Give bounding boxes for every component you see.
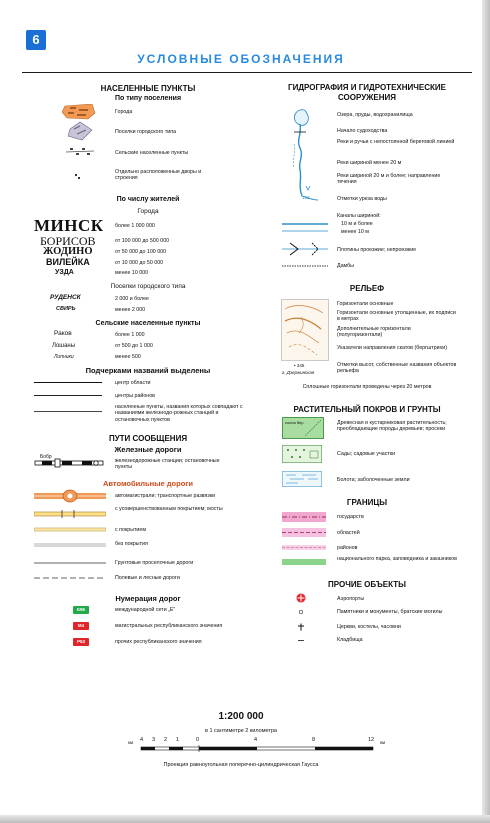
village-desc-0: более 1 000 [115,332,145,338]
city-sample-zhodino: ЖОДИНО [43,246,93,257]
road-desc-1: с усовершенствованным покрытием; мосты [115,506,223,512]
clearing-icon [305,420,321,436]
border-desc-2: районов [337,545,358,551]
road-desc-2: с покрытием [115,527,146,533]
type-city-label: Города [115,109,133,115]
district-border-icon [282,544,326,551]
dirt-road-symbol-icon [34,561,106,565]
page-shadow-bottom [0,815,490,823]
state-border-icon [282,512,326,522]
hydro-desc-2: Реки и ручьи с непостоянной береговой линией [337,139,455,145]
underline-header: Подчерками названий выделены [85,366,211,375]
page-shadow-right [482,0,490,823]
title-rule [22,72,472,73]
scale-bar [140,745,376,753]
other-header: ПРОЧИЕ ОБЪЕКТЫ [328,580,406,589]
border-desc-1: областей [337,530,360,536]
swamp-symbol-icon [282,471,322,487]
hydro-desc-4: Реки шириной 20 м и более; направление течения [337,173,441,186]
field-road-symbol-icon [34,576,106,580]
scale-tick-12: 12 [368,737,375,743]
underline-station-line [34,411,102,412]
city-sample-minsk: МИНСК [34,216,104,235]
rail-desc: железнодорожные станции; остановочные пункты [115,458,220,471]
canals-label: Каналы шириной: [337,213,381,219]
city-desc-2: от 50 000 до 100 000 [115,249,167,255]
underline-district-line [34,395,102,396]
underline-desc-1: центры районов [115,393,155,399]
water-level-sample: 153 [302,195,310,200]
yard-symbol-icon [74,173,82,181]
cities-subheader: Города [137,208,159,215]
village-desc-2: менее 500 [115,354,141,360]
scale-description: в 1 сантиметре 2 километра [205,728,277,734]
borders-header: ГРАНИЦЫ [346,498,388,507]
other-desc-2: Церкви, костелы, часовни [337,624,401,630]
scale-unit-right: км [380,740,386,745]
vegetation-header: РАСТИТЕЛЬНЫЙ ПОКРОВ И ГРУНТЫ [293,405,441,414]
village-sample-loshany: Лошаны [52,343,76,349]
region-border-icon [282,528,326,537]
by-type-header: По типу поселения [114,95,182,102]
settlements-header: НАСЕЛЕННЫЕ ПУНКТЫ [100,84,196,93]
numbering-desc-0: международной сети „Е" [115,607,176,613]
city-desc-3: от 10 000 до 50 000 [115,260,164,266]
border-desc-0: государств [337,514,364,520]
relief-note: Сплошные горизонтали проведены через 20 метров [302,384,432,390]
city-desc-1: от 100 000 до 500 000 [115,238,170,244]
levees-label: Дамбы [337,263,354,269]
numbering-desc-2: прочих республиканского значения [115,639,202,645]
garden-symbol-icon [282,445,322,463]
road-desc-4: Грунтовые проселочные дороги [115,560,194,566]
unpaved-road-symbol-icon [34,542,106,548]
villages-subheader: Сельские населенные пункты [95,320,201,327]
rail-sample-label: Бобр [40,454,52,460]
by-population-header: По числу жителей [116,196,180,203]
canal-desc-0: 10 м и более [341,221,373,227]
city-sample-borisov: БОРИСОВ [40,234,96,248]
height-mark-sample: • 345 [294,363,305,368]
cemetery-icon [297,638,305,643]
city-sample-vileyka: ВИЛЕЙКА [46,257,90,267]
motorway-symbol-icon [34,489,106,503]
towns-subheader: Поселки городского типа [110,283,186,290]
relief-contour-icon [281,299,329,361]
other-desc-0: Аэропорты [337,596,365,602]
relief-desc-3: Указатели направления скатов (бергштрихи) [337,345,447,351]
forest-symbol-icon [282,417,324,439]
underline-desc-0: центр области [115,380,151,386]
hydro-desc-3: Реки шириной менее 20 м [337,160,402,166]
road-desc-0: автомагистрали; транспортные развязки [115,493,216,499]
city-desc-4: менее 10 000 [115,270,149,276]
page-title: УСЛОВНЫЕ ОБОЗНАЧЕНИЯ [137,52,345,66]
levee-symbol-icon [282,264,328,268]
transport-header: ПУТИ СООБЩЕНИЯ [108,434,188,443]
improved-road-symbol-icon [34,509,106,519]
scale-tick-2: 2 [164,737,168,743]
hydro-desc-5: Отметки уреза воды [337,196,387,202]
church-icon [297,623,305,631]
rail-header: Железные дороги [114,445,182,454]
other-desc-1: Памятники и монументы, братские могилы [337,609,443,615]
road-desc-5: Полевые и лесные дороги [115,575,180,581]
railway-symbol-icon [34,458,106,468]
projection-note: Проекция равноугольная поперечно-цилиндрическая Гаусса [163,762,319,768]
vegetation-desc-0: Древесная и кустарниковая растительность; преобладающие породы деревьев; просеки [337,420,447,433]
canal-symbol-icon [282,220,328,236]
village-desc-1: от 500 до 1 000 [115,343,153,349]
underline-region-line [34,382,102,383]
scale-tick-4-left: 4 [140,737,144,743]
dam-symbol-icon [282,241,328,257]
scale-tick-8: 8 [312,737,316,743]
vegetation-desc-1: Сады; садовые участки [337,451,396,457]
relief-desc-0: Горизонтали основные [337,301,394,307]
relief-header: РЕЛЬЕФ [349,284,385,293]
city-sample-uzda: УЗДА [55,269,74,276]
canal-desc-1: менее 10 м [341,229,369,235]
city-symbol-icon [62,104,96,120]
scale-ratio: 1:200 000 [218,711,264,722]
vegetation-desc-2: Болота; заболоченные земли [337,477,410,483]
scale-tick-1: 1 [176,737,180,743]
page-number-badge: 6 [26,30,46,50]
village-symbol-icon [64,145,96,159]
city-desc-0: более 1 000 000 [115,223,155,229]
type-town-label: Поселки городского типа [115,129,177,135]
monument-icon [298,609,304,615]
relief-desc-4: Отметки высот, собственные названия объектов рельефа [337,362,457,375]
route-badge-m: M4 [73,622,89,630]
route-badge-p: P53 [73,638,89,646]
scale-tick-3: 3 [152,737,156,743]
border-desc-3: национального парка, заповедника и заказников [337,556,457,562]
town-sample-svir: СВИРЬ [56,306,76,312]
town-desc-0: 2 000 и более [115,296,150,302]
numbering-header: Нумерация дорог [115,594,181,603]
hydro-desc-0: Озера, пруды, водохранилища [337,112,413,118]
river-sample-icon [282,104,328,208]
hydrography-header-2: СООРУЖЕНИЯ [337,93,397,102]
relief-desc-1: Горизонтали основные утолщенные, их подписи в метрах [337,310,456,323]
forest-sample-label: сосна бер. [285,420,305,425]
reserve-border-icon [282,558,326,566]
village-sample-rakov: Раков [54,330,72,337]
scale-tick-4: 4 [254,737,258,743]
scale-tick-0: 0 [196,737,200,743]
dams-label: Плотины проезжие; непроезжие [337,247,417,253]
type-yard-label: Отдельно расположенные дворы и строения [115,169,202,182]
relief-name-sample: г. Дзержинская [282,370,315,375]
other-desc-3: Кладбища [337,637,363,643]
airport-icon [296,593,306,603]
relief-desc-2: Дополнительные горизонтали (полугоризонтали) [337,326,411,339]
road-header: Автомобильные дороги [102,479,194,488]
town-desc-1: менее 2 000 [115,307,146,313]
road-desc-3: без покрытия [115,541,148,547]
underline-desc-2: населенные пункты, названия которых совпадают с названиями железнодо-рожных станций и остановочных пунктов [115,404,243,423]
paved-road-symbol-icon [34,526,106,534]
town-symbol-icon [66,121,94,141]
hydrography-header-1: ГИДРОГРАФИЯ И ГИДРОТЕХНИЧЕСКИЕ [288,83,446,92]
hydro-desc-1: Начало судоходства [337,128,388,134]
town-sample-rudensk: РУДЕНСК [50,294,81,301]
type-village-label: Сельские населенные пункты [115,150,189,156]
numbering-desc-1: магистральных республиканского значения [115,623,223,629]
scale-unit-left: км [128,740,134,745]
village-sample-lipniki: Липники [54,354,74,360]
route-badge-e: E95 [73,606,89,614]
